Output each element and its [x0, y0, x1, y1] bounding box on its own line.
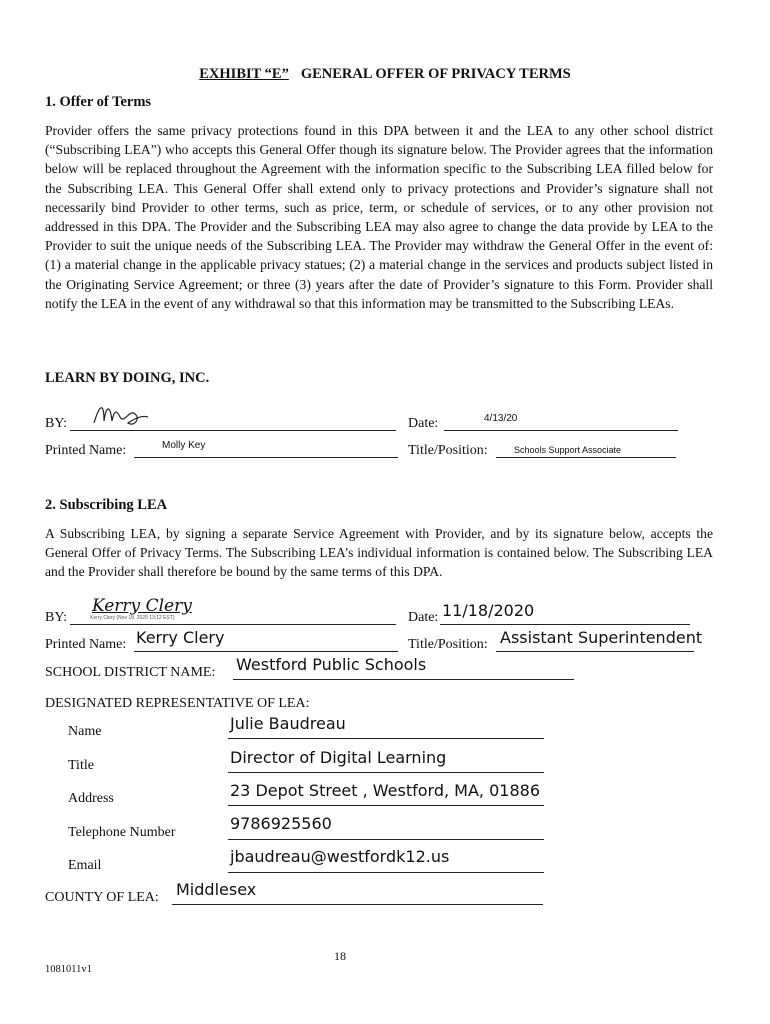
rep-title-line	[228, 772, 544, 773]
rep-address-line	[228, 805, 544, 806]
lea-signature-line	[70, 624, 396, 625]
provider-printed-name: Molly Key	[162, 440, 206, 451]
lea-printed-name-line	[134, 651, 398, 652]
section2-heading: 2. Subscribing LEA	[45, 497, 168, 513]
page-number: 18	[334, 949, 346, 963]
district-label: SCHOOL DISTRICT NAME:	[45, 665, 216, 680]
section1-paragraph: Provider offers the same privacy protections found in this DPA between it and the LEA to any other school district (“Subscribing LEA”) who accepts this General Offer though its signature below. The Provider agrees that the information below will be replaced throughout the Agreement with the information specific to the Subscribing LEA filled below for the Subscribing LEA. This General Offer shall extend only to privacy protections and Provider’s signature shall not necessarily bind Provider to other terms, such as price, term, or schedule of services, or to any other provision not addressed in this DPA. The Provider and the Subscribing LEA may also agree to change the data provide by LEA to the Provider to suit the unique needs of the Subscribing LEA. The Provider may withdraw the General Offer in the event of: (1) a material change in the applicable privacy statues; (2) a material change in the services and products subject listed in the Originating Service Agreement; or three (3) years after the date of Provider’s signature to this Form. Provider shall notify the LEA in the event of any withdrawal so that this information may be transmitted to the Subscribing LEAs.	[45, 123, 713, 311]
provider-date-label: Date:	[408, 416, 439, 431]
provider-printed-name-label: Printed Name:	[45, 443, 127, 458]
lea-date-label: Date:	[408, 610, 439, 625]
rep-name-label: Name	[68, 724, 102, 739]
lea-printed-name-label: Printed Name:	[45, 637, 127, 652]
document-id: 1081011v1	[45, 964, 92, 975]
county-label: COUNTY OF LEA:	[45, 890, 159, 905]
provider-title: Schools Support Associate	[514, 445, 622, 455]
section2-paragraph: A Subscribing LEA, by signing a separate Service Agreement with Provider, and by its signature below, accepts the General Offer of Privacy Terms. The Subscribing LEA’s individual information is contained below. The Subscribing LEA and the Provider shall therefore be bound by the same terms of this DPA.	[45, 526, 713, 580]
lea-signature: Kerry Clery	[92, 596, 192, 616]
rep-email-line	[228, 872, 544, 873]
provider-title-label: Title/Position:	[408, 443, 488, 458]
provider-signature	[90, 397, 150, 433]
provider-date: 4/13/20	[484, 413, 518, 424]
provider-by-label: BY:	[45, 416, 68, 431]
section1-heading: 1. Offer of Terms	[45, 94, 152, 110]
lea-printed-name: Kerry Clery	[136, 628, 225, 647]
lea-title-label: Title/Position:	[408, 637, 488, 652]
rep-title-value: Director of Digital Learning	[230, 748, 447, 767]
rep-phone-value: 9786925560	[230, 814, 332, 833]
rep-email-label: Email	[68, 858, 102, 873]
lea-signature-stamp: Kerry Clery (Nov 18, 2020 13:12 EST)	[90, 615, 175, 621]
exhibit-label: EXHIBIT “E”	[199, 66, 289, 82]
rep-address-label: Address	[68, 791, 114, 806]
document-title	[0, 66, 770, 83]
title-heading: GENERAL OFFER OF PRIVACY TERMS	[300, 66, 571, 82]
county-value: Middlesex	[176, 880, 257, 899]
rep-email-value: jbaudreau@westfordk12.us	[230, 847, 450, 866]
lea-title-line	[496, 651, 694, 652]
county-line	[172, 904, 543, 905]
rep-name-line	[228, 738, 544, 739]
lea-date: 11/18/2020	[442, 601, 535, 620]
provider-title-line	[496, 457, 676, 458]
lea-title: Assistant Superintendent	[500, 628, 703, 647]
rep-phone-label: Telephone Number	[68, 825, 176, 840]
district-line	[233, 679, 574, 680]
district-name: Westford Public Schools	[236, 655, 427, 674]
rep-heading: DESIGNATED REPRESENTATIVE OF LEA:	[45, 696, 310, 711]
lea-by-label: BY:	[45, 610, 68, 625]
rep-address-value: 23 Depot Street , Westford, MA, 01886	[230, 781, 540, 800]
lea-date-line	[440, 624, 690, 625]
rep-name-value: Julie Baudreau	[230, 714, 346, 733]
rep-phone-line	[228, 839, 544, 840]
provider-company: LEARN BY DOING, INC.	[45, 370, 210, 386]
provider-date-line	[444, 430, 678, 431]
rep-title-label: Title	[68, 758, 94, 773]
provider-printed-name-line	[134, 457, 398, 458]
